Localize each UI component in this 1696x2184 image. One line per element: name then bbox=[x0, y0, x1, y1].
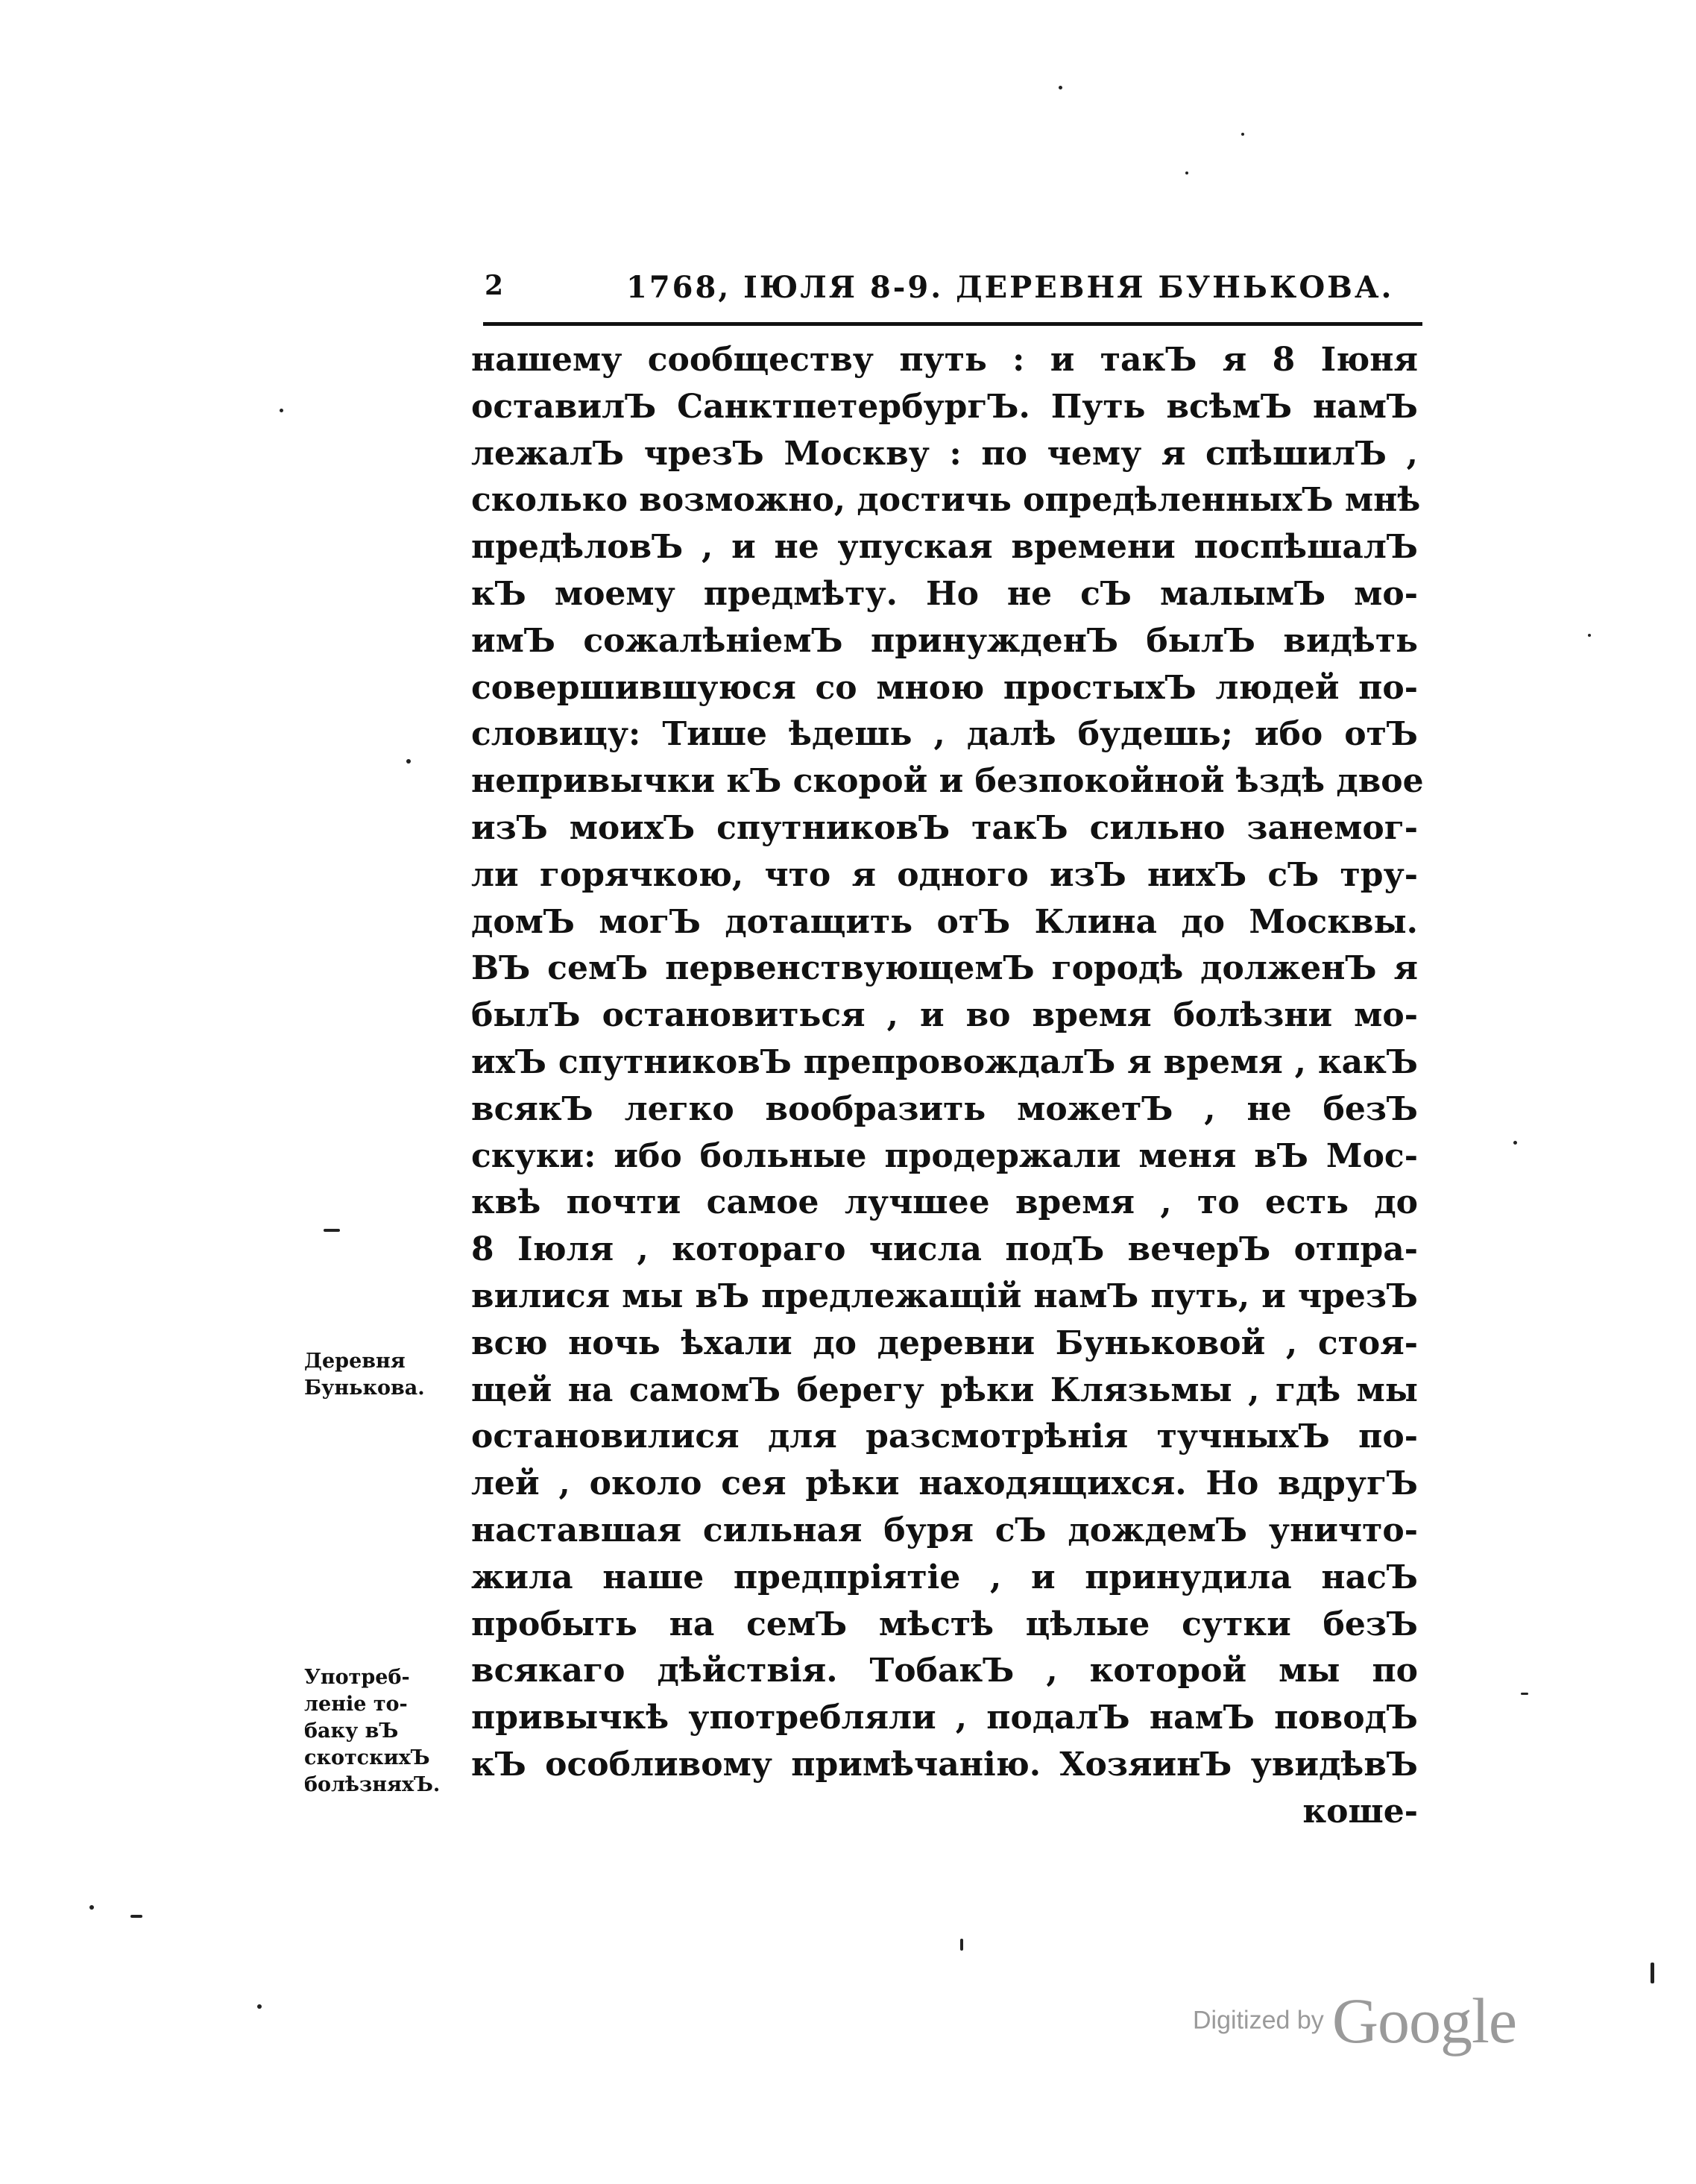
scan-speck bbox=[1588, 634, 1591, 637]
page-header bbox=[477, 270, 1424, 315]
text-line: всякаго дѣйствія. ТобакЪ , которой мы по bbox=[471, 1652, 1418, 1690]
text-line: привычкѣ употребляли , подалЪ намЪ поводЪ bbox=[471, 1699, 1418, 1737]
text-line: ВЪ семЪ первенствующемЪ городѣ долженЪ я bbox=[471, 949, 1418, 988]
scan-speck bbox=[1513, 1141, 1517, 1145]
text-line: скуки: ибо больные продержали меня вЪ Мос- bbox=[471, 1136, 1418, 1175]
text-line: сколько возможно, достичь опредѣленныхЪ мнѣ bbox=[471, 481, 1421, 520]
text-line: совершившуюся со мною простыхЪ людей по- bbox=[471, 668, 1418, 707]
margin-note-line: леніе то- bbox=[304, 1693, 408, 1716]
scan-speck bbox=[1651, 1963, 1654, 1983]
text-line: вилися мы вЪ предлежащій намЪ путь, и чрезЪ bbox=[471, 1277, 1418, 1315]
text-line: 8 Іюля , котораго числа подЪ вечерЪ отпра- bbox=[471, 1230, 1418, 1269]
text-line: лей , около сея рѣки находящихся. Но вдругЪ bbox=[471, 1464, 1418, 1503]
margin-note-line: болѣзняхЪ. bbox=[304, 1773, 441, 1796]
margin-note-line: скотскихЪ bbox=[304, 1746, 430, 1769]
scan-speck bbox=[1521, 1693, 1528, 1695]
digitized-by-watermark bbox=[1193, 1983, 1516, 2058]
text-line: кЪ особливому примѣчанію. ХозяинЪ увидѣвЪ bbox=[471, 1745, 1418, 1784]
body-text bbox=[471, 337, 1424, 1836]
margin-note-tobacco bbox=[304, 1664, 453, 1799]
text-line: словицу: Тише ѣдешь , далѣ будешь; ибо отЪ bbox=[471, 715, 1418, 754]
text-line: оставилЪ СанктпетербургЪ. Путь всѣмЪ намЪ bbox=[471, 387, 1418, 426]
header-rule bbox=[483, 322, 1422, 326]
running-head: 1768, ІЮЛЯ 8-9. ДЕРЕВНЯ БУНЬКОВА. bbox=[626, 270, 1394, 305]
text-line: щей на самомЪ берегу рѣки Клязьмы , гдѣ мы bbox=[471, 1370, 1418, 1409]
scan-speck bbox=[324, 1229, 340, 1232]
text-line: всякЪ легко вообразить можетЪ , не безЪ bbox=[471, 1089, 1418, 1128]
page-number: 2 bbox=[485, 270, 505, 301]
google-logo: Google bbox=[1331, 1985, 1517, 2056]
margin-note-bunkova bbox=[304, 1348, 453, 1402]
scan-speck bbox=[1059, 86, 1062, 89]
scan-speck bbox=[960, 1939, 963, 1951]
text-line: наставшая сильная буря сЪ дождемЪ уничто- bbox=[471, 1511, 1418, 1549]
scan-speck bbox=[280, 409, 283, 412]
text-line: всю ночь ѣхали до деревни Буньковой , стоя- bbox=[471, 1324, 1418, 1362]
scan-speck bbox=[406, 759, 411, 764]
text-line: былЪ остановиться , и во время болѣзни мо- bbox=[471, 996, 1418, 1035]
text-line: квѣ почти самое лучшее время , то есть до bbox=[471, 1183, 1418, 1222]
catchword: коше- bbox=[1302, 1792, 1418, 1831]
margin-note-line: Деревня bbox=[304, 1350, 406, 1373]
text-line: лежалЪ чрезЪ Москву : по чему я спѣшилЪ , bbox=[471, 434, 1418, 473]
scan-speck bbox=[89, 1905, 94, 1910]
scan-speck bbox=[257, 2004, 262, 2009]
text-line: жила наше предпріятіе , и принудила насЪ bbox=[471, 1558, 1418, 1596]
text-line: ли горячкою, что я одного изЪ нихЪ сЪ тру- bbox=[471, 855, 1418, 894]
text-line: нашему сообществу путь : и такЪ я 8 Іюня bbox=[471, 341, 1418, 379]
text-line: ихЪ спутниковЪ препровождалЪ я время , какЪ bbox=[471, 1042, 1418, 1081]
scan-speck bbox=[130, 1915, 142, 1918]
margin-note-line: Употреб- bbox=[304, 1666, 410, 1689]
text-line: остановилися для разсмотрѣнія тучныхЪ по- bbox=[471, 1417, 1418, 1456]
scan-speck bbox=[1241, 133, 1244, 136]
text-line: предѣловЪ , и не упуская времени поспѣшалЪ bbox=[471, 528, 1418, 567]
watermark-prefix: Digitized by bbox=[1193, 2006, 1324, 2035]
text-line: изЪ моихЪ спутниковЪ такЪ сильно занемог- bbox=[471, 808, 1418, 847]
margin-note-line: баку вЪ bbox=[304, 1719, 399, 1743]
text-line: непривычки кЪ скорой и безпокойной ѣздѣ двое bbox=[471, 762, 1424, 801]
scan-speck bbox=[1185, 171, 1188, 174]
text-line: пробыть на семЪ мѣстѣ цѣлые сутки безЪ bbox=[471, 1605, 1418, 1643]
text-line: домЪ могЪ дотащить отЪ Клина до Москвы. bbox=[471, 902, 1418, 941]
margin-note-line: Бунькова. bbox=[304, 1376, 425, 1400]
text-line: имЪ сожалѣніемЪ принужденЪ былЪ видѣть bbox=[471, 621, 1418, 660]
text-line: кЪ моему предмѣту. Но не сЪ малымЪ мо- bbox=[471, 574, 1418, 613]
